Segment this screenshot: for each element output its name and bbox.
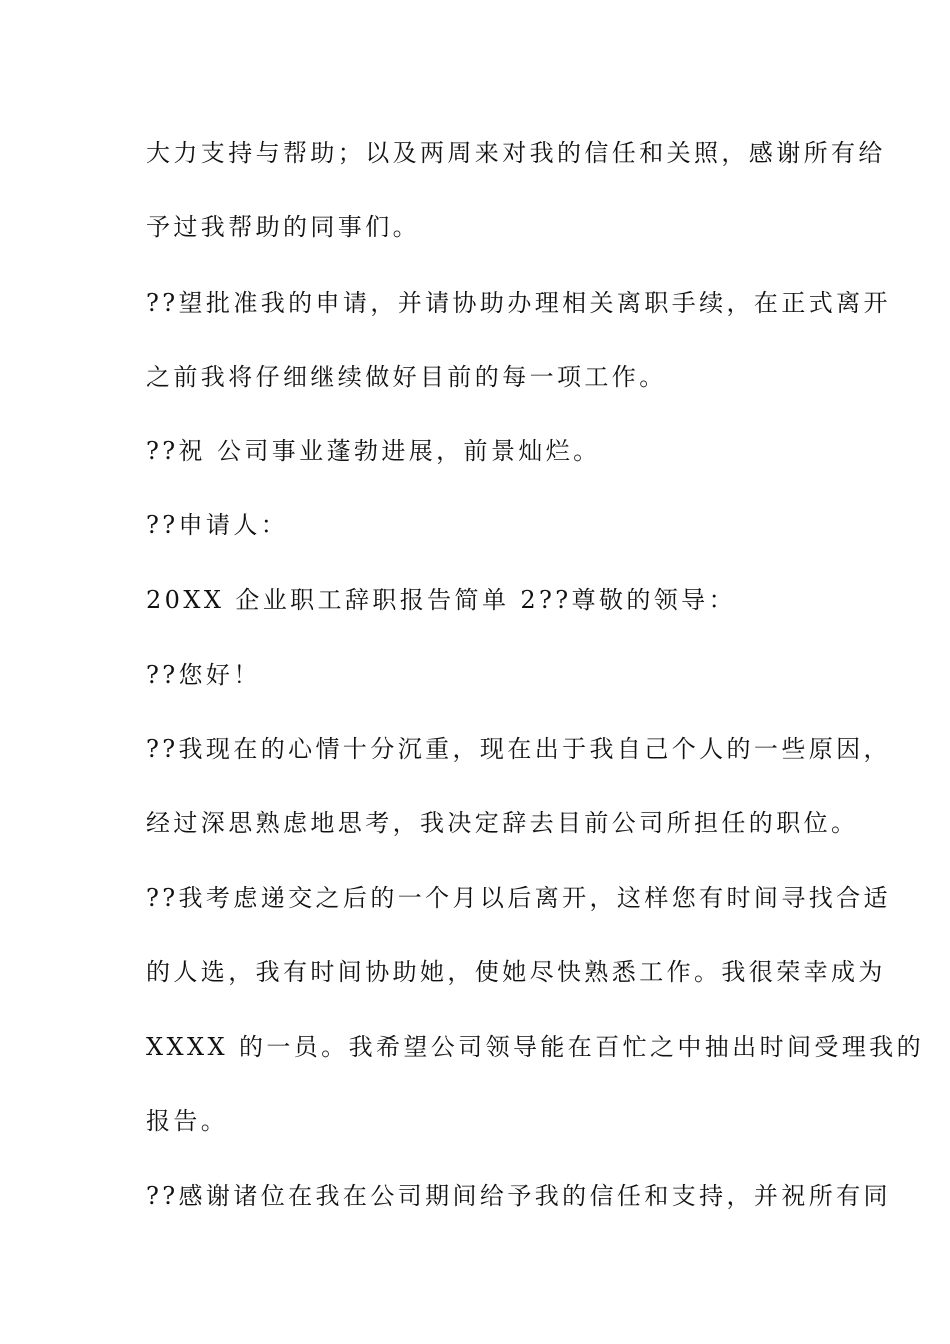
paragraph-line: 报告。 [146,1107,229,1135]
paragraph-line: ??祝 公司事业蓬勃进展，前景灿烂。 [146,437,601,465]
paragraph-line: 的人选，我有时间协助她，使她尽快熟悉工作。我很荣幸成为 [146,958,886,986]
paragraph-line: 予过我帮助的同事们。 [146,213,420,241]
paragraph-line: 经过深思熟虑地思考，我决定辞去目前公司所担任的职位。 [146,809,859,837]
paragraph-line: 20XX 企业职工辞职报告简单 2??尊敬的领导： [146,586,736,614]
paragraph-line: ??我考虑递交之后的一个月以后离开，这样您有时间寻找合适 [146,884,891,912]
paragraph-line: ??感谢诸位在我在公司期间给予我的信任和支持，并祝所有同 [146,1182,891,1210]
paragraph-line: 大力支持与帮助；以及两周来对我的信任和关照，感谢所有给 [146,139,886,167]
paragraph-line: XXXX 的一员。我希望公司领导能在百忙之中抽出时间受理我的 [146,1033,924,1061]
paragraph-line: 之前我将仔细继续做好目前的每一项工作。 [146,363,667,391]
paragraph-line: ??我现在的心情十分沉重，现在出于我自己个人的一些原因， [146,735,891,763]
paragraph-line: ??您好！ [146,661,261,689]
paragraph-line: ??望批准我的申请，并请协助办理相关离职手续，在正式离开 [146,289,891,317]
paragraph-line: ??申请人： [146,511,289,539]
